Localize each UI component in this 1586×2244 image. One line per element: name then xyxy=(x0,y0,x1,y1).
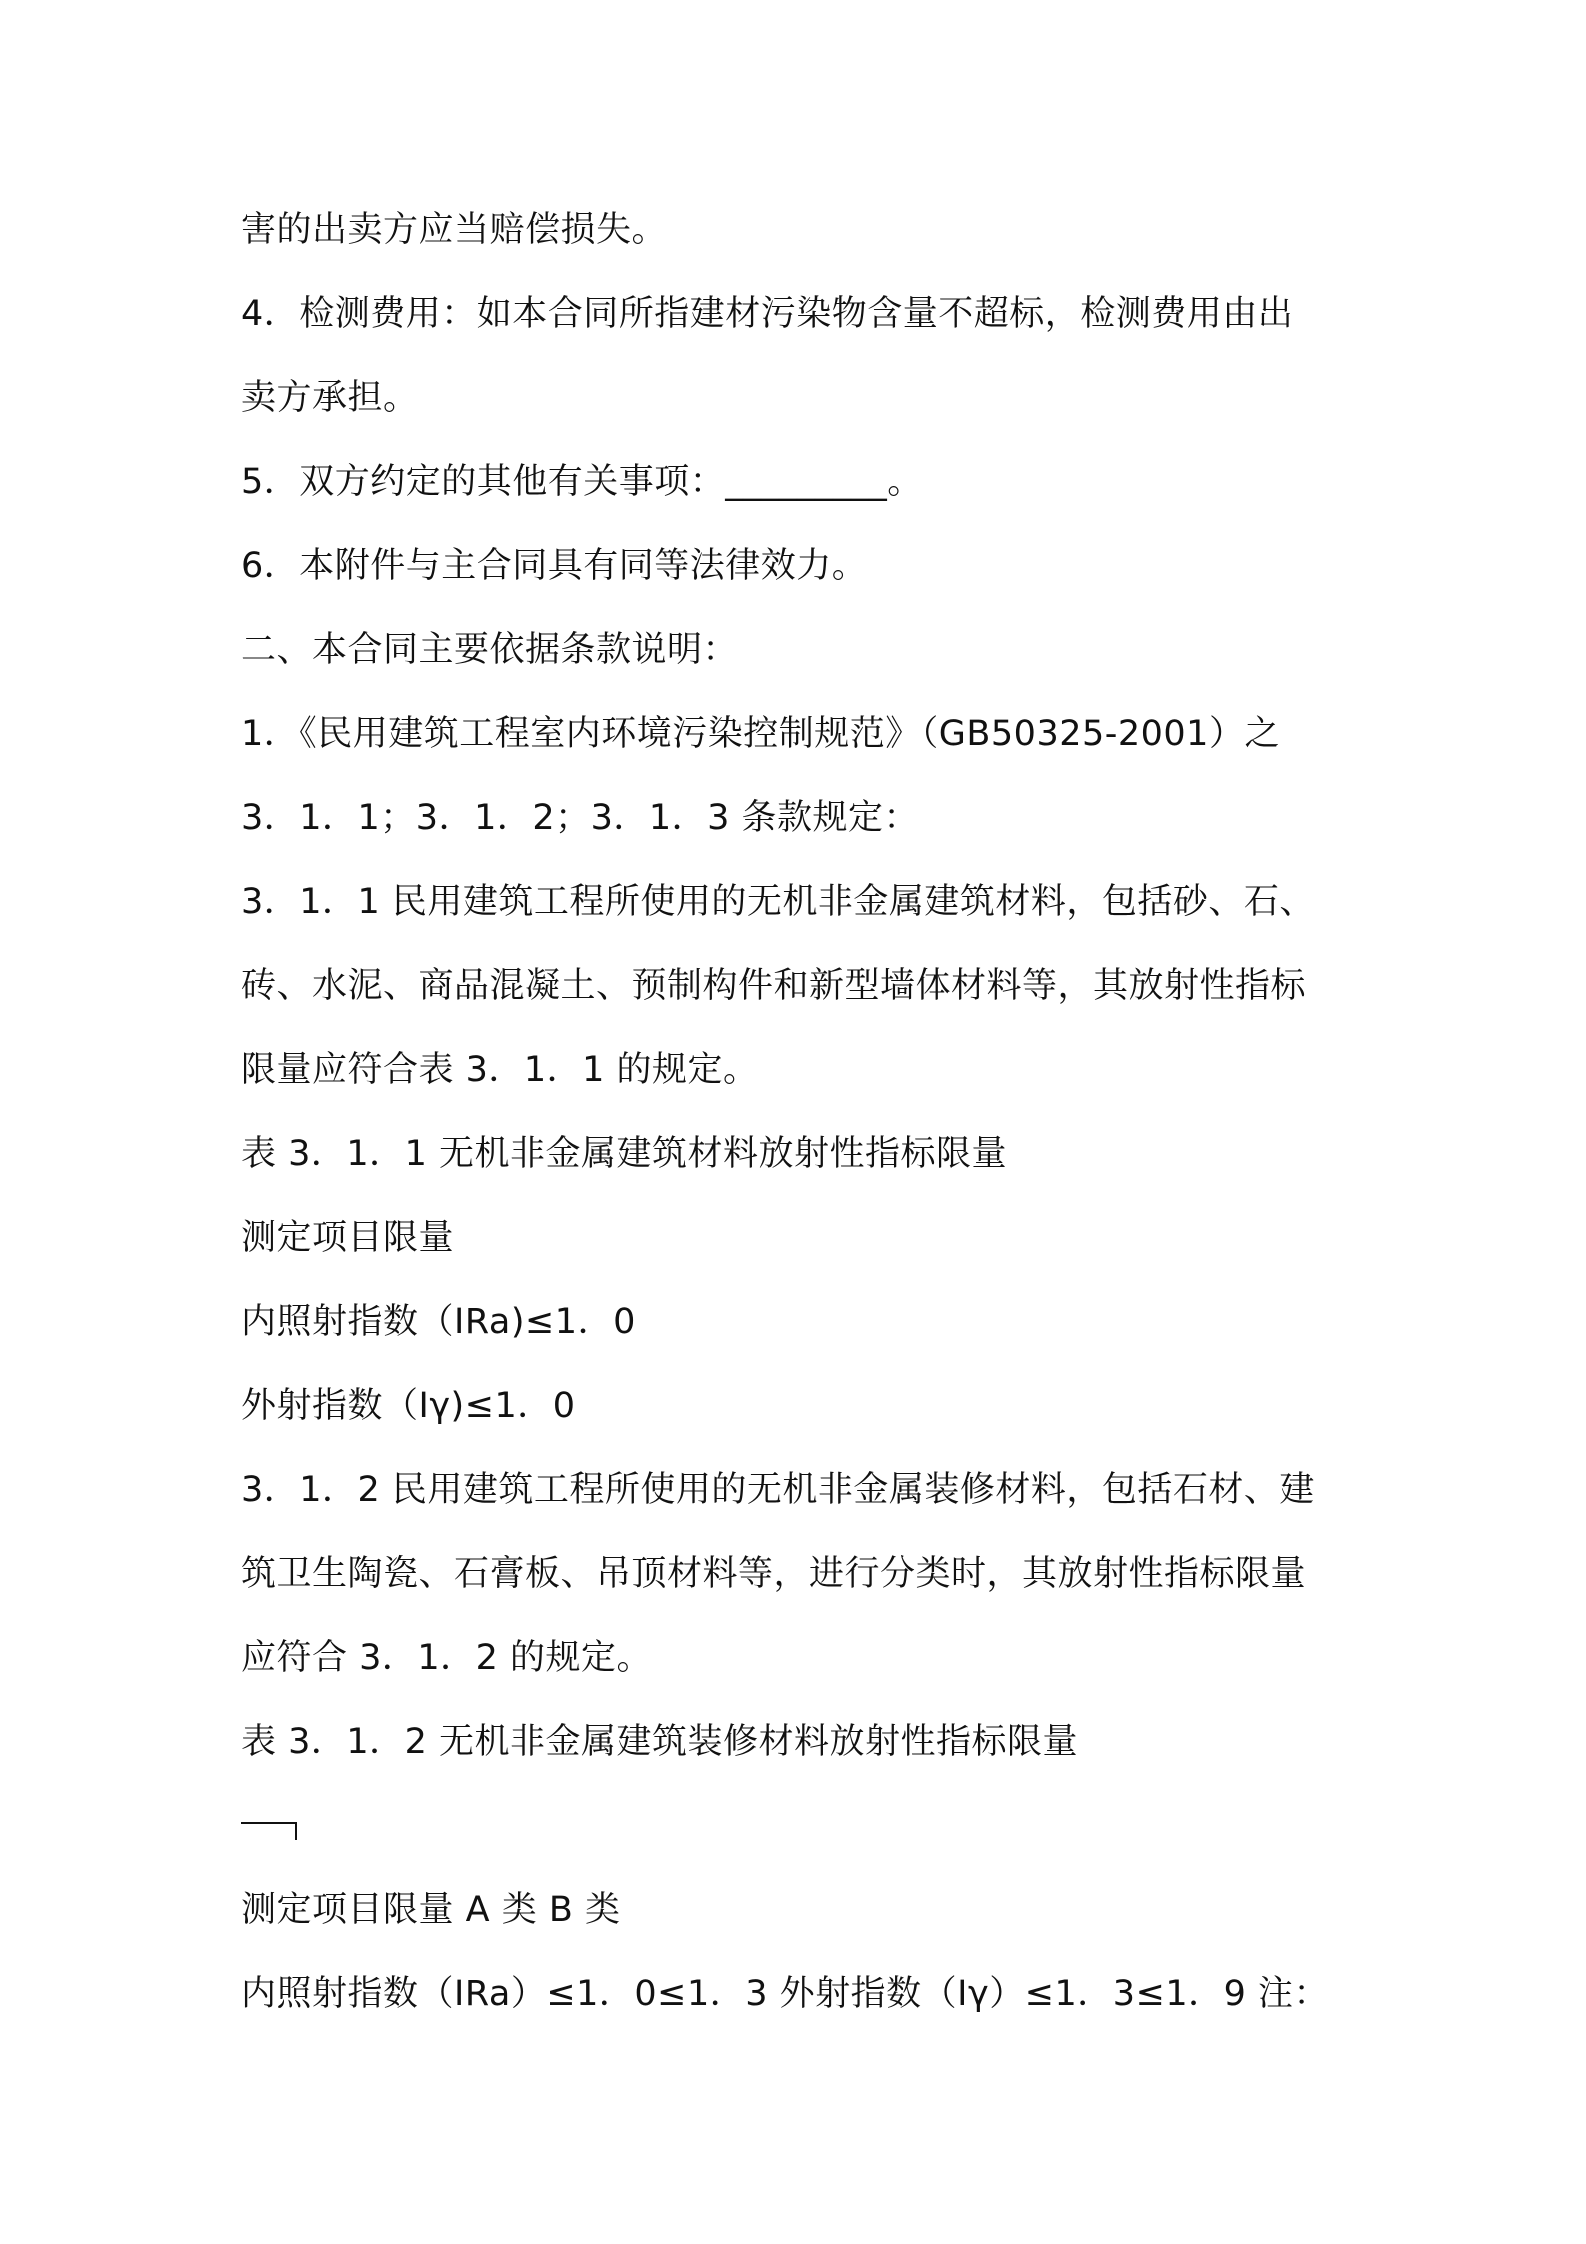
text-line: 卖方承担。 xyxy=(241,378,419,418)
text-line: 3．1．1；3．1．2；3．1．3 条款规定： xyxy=(241,798,920,838)
table-row-line: 内照射指数（IRa）≤1．0≤1．3 外射指数（Iγ）≤1．3≤1．9 注： xyxy=(241,1974,1330,2014)
text-line: 应符合 3．1．2 的规定。 xyxy=(241,1638,653,1678)
text-line: 限量应符合表 3．1．1 的规定。 xyxy=(241,1050,759,1090)
table-caption: 表 3．1．1 无机非金属建筑材料放射性指标限量 xyxy=(241,1134,1008,1174)
table-header-line: 测定项目限量 A 类 B 类 xyxy=(241,1890,621,1930)
text-line: 筑卫生陶瓷、石膏板、吊顶材料等，进行分类时，其放射性指标限量 xyxy=(241,1554,1307,1594)
text-line: 5．双方约定的其他有关事项：_________。 xyxy=(241,462,923,502)
text-line: 4．检测费用：如本合同所指建材污染物含量不超标，检测费用由出 xyxy=(241,294,1294,334)
text-line: 害的出卖方应当赔偿损失。 xyxy=(241,210,668,250)
text-line: 1．《民用建筑工程室内环境污染控制规范》（GB50325-2001）之 xyxy=(241,714,1280,754)
table-header-line: 测定项目限量 xyxy=(241,1218,455,1258)
text-line: 3．1．1 民用建筑工程所使用的无机非金属建筑材料，包括砂、石、 xyxy=(241,882,1315,922)
table-row-line: 外射指数（Iγ)≤1．0 xyxy=(241,1386,576,1426)
text-line: 6．本附件与主合同具有同等法律效力。 xyxy=(241,546,868,586)
section-heading: 二、本合同主要依据条款说明： xyxy=(241,630,739,670)
table-border-fragment xyxy=(241,1784,1361,1868)
document-body xyxy=(241,188,1361,2036)
table-row-line: 内照射指数（IRa)≤1．0 xyxy=(241,1302,636,1342)
text-line: 砖、水泥、商品混凝土、预制构件和新型墙体材料等，其放射性指标 xyxy=(241,966,1307,1006)
table-corner-line xyxy=(241,1822,297,1840)
table-caption: 表 3．1．2 无机非金属建筑装修材料放射性指标限量 xyxy=(241,1722,1079,1762)
text-line: 3．1．2 民用建筑工程所使用的无机非金属装修材料，包括石材、建 xyxy=(241,1470,1315,1510)
